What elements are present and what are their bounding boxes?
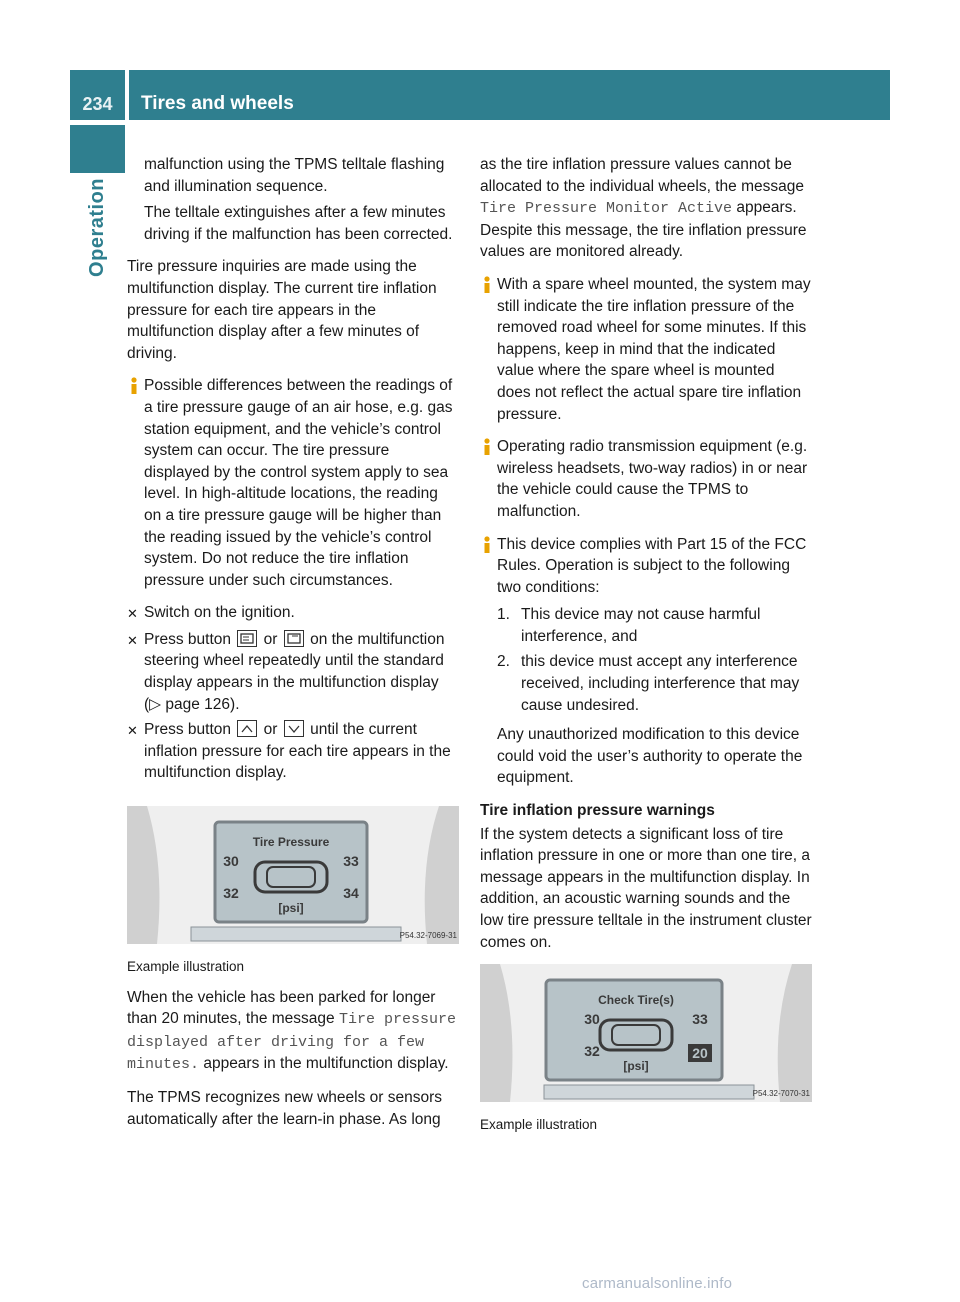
paragraph: If the system detects a significant loss of tire inflation pressure in one or more than one tire, a message appears in the multifunction display. In addition, an acoustic warning sounds and the low tire pressure telltale in the instrument cluster comes on. [480, 825, 812, 951]
paragraph: The TPMS recognizes new wheels or sensors automatically after the learn-in phase. As long [127, 1089, 443, 1128]
arrow-up-button-icon [237, 720, 257, 737]
section-tab [70, 178, 125, 408]
info-note [480, 534, 812, 599]
pressure-front-right: 33 [692, 1011, 708, 1028]
paragraph: malfunction using the TPMS telltale flashing and illumination sequence. [144, 156, 445, 195]
paragraph-text: appears in the multifunction display. [203, 1055, 449, 1073]
step-text: on the multifunction steering wheel repeatedly until the standard display appears in the multifunction display (▷ page 126). [144, 630, 445, 713]
check-tires-display-figure [480, 964, 812, 1102]
paragraph-text: When the vehicle has been parked for longer than 20 minutes, the message [127, 988, 436, 1028]
pressure-front-left: 30 [584, 1011, 600, 1028]
paragraph: The telltale extinguishes after a few minutes driving if the malfunction has been corrected. [144, 204, 453, 243]
list-text: this device must accept any interference received, including interference that may cause undesired. [521, 653, 800, 714]
side-tab-block [70, 125, 125, 173]
list-text: This device may not cause harmful interference, and [521, 606, 761, 645]
pressure-rear-left: 32 [223, 885, 239, 902]
info-text: Operating radio transmission equipment (e.g. wireless headsets, two-way radios) in or near the vehicle could cause the TPMS to malfunction. [497, 438, 808, 520]
step-text: Press button [144, 721, 232, 739]
paragraph [480, 154, 812, 263]
instruction-step [127, 629, 459, 715]
tire-pressure-display-figure [127, 806, 459, 944]
pressure-front-right: 33 [343, 853, 359, 870]
arrow-down-button-icon [284, 720, 304, 737]
right-column [480, 154, 812, 1145]
section-heading: Tire inflation pressure warnings [480, 802, 715, 820]
step-marker-icon: ✕ [127, 723, 138, 739]
instruction-step [127, 602, 459, 625]
paragraph-text: as the tire inflation pressure values cannot be allocated to the individual wheels, the message [480, 156, 804, 195]
pressure-unit: [psi] [623, 1059, 649, 1074]
section-tab-label: Operation [85, 178, 108, 277]
lcd-title: Check Tire(s) [598, 993, 674, 1008]
step-marker-icon: ✕ [127, 632, 138, 648]
pressure-rear-right-warning: 20 [692, 1045, 708, 1062]
info-note [127, 375, 459, 591]
list-item [480, 651, 812, 716]
figure-code: P54.32-7069-31 [399, 931, 457, 941]
info-text: This device complies with Part 15 of the FCC Rules. Operation is subject to the following two conditions: [497, 535, 807, 596]
paragraph: Tire pressure inquiries are made using the multifunction display. The current tire inflation pressure for each tire appears in the multifunction display after a few minutes of driving. [127, 258, 437, 362]
display-message: Tire pressure displayed after driving for a few minutes. [127, 1011, 456, 1074]
figure-caption: Example illustration [480, 1117, 598, 1133]
step-text: Press button [144, 630, 232, 648]
step-text: Switch on the ignition. [144, 604, 295, 622]
list-number: 1. [497, 606, 510, 624]
pressure-rear-left: 32 [584, 1043, 600, 1060]
lcd-title: Tire Pressure [252, 835, 330, 850]
list-item [480, 604, 812, 647]
figure-code: P54.32-7070-31 [752, 1089, 810, 1099]
chapter-title: Tires and wheels [129, 70, 890, 120]
display-forward-button-icon [284, 630, 304, 647]
display-message: Tire Pressure Monitor Active [480, 200, 733, 218]
pressure-rear-right: 34 [343, 885, 359, 902]
info-note [480, 274, 812, 425]
info-icon [480, 438, 497, 455]
instruction-step [127, 719, 459, 784]
list-number: 2. [497, 653, 510, 671]
pressure-unit: [psi] [278, 901, 304, 916]
info-note [480, 436, 812, 522]
step-marker-icon: ✕ [127, 606, 138, 622]
step-text: or [263, 721, 278, 739]
info-icon [127, 377, 144, 394]
paragraph [127, 987, 459, 1076]
info-icon [480, 536, 497, 553]
info-text: With a spare wheel mounted, the system may still indicate the tire inflation pressure of the removed road wheel for some minutes. If this happens, keep in mind that the indicated value where the spare wheel is mounted does not reflect the actual spare tire inflation pressure. [497, 275, 811, 423]
paragraph: Any unauthorized modification to this device could void the user’s authority to operate the equipment. [497, 726, 803, 787]
figure-caption: Example illustration [127, 959, 245, 975]
display-back-button-icon [237, 630, 257, 647]
page-number: 234 [70, 70, 125, 120]
paragraph-text: appears. Despite this message, the tire inflation pressure values are monitored already. [480, 199, 807, 261]
info-icon [480, 276, 497, 293]
watermark[interactable]: carmanualsonline.info [582, 1275, 733, 1292]
left-column [127, 154, 459, 1141]
step-text: until the current inflation pressure for each tire appears in the multifunction display. [144, 721, 451, 782]
pressure-front-left: 30 [223, 853, 239, 870]
info-text: Possible differences between the readings of a tire pressure gauge of an air hose, e.g. gas station equipment, and the vehicle’s control system can occur. The tire pressure displayed by the control system apply to sea level. In high-altitude locations, the reading on a tire pressure gauge will be higher than the reading issued by the vehicle’s control system. Do not reduce the tire inflation pressure under such circumstances. [144, 377, 453, 589]
step-text: or [263, 630, 278, 648]
